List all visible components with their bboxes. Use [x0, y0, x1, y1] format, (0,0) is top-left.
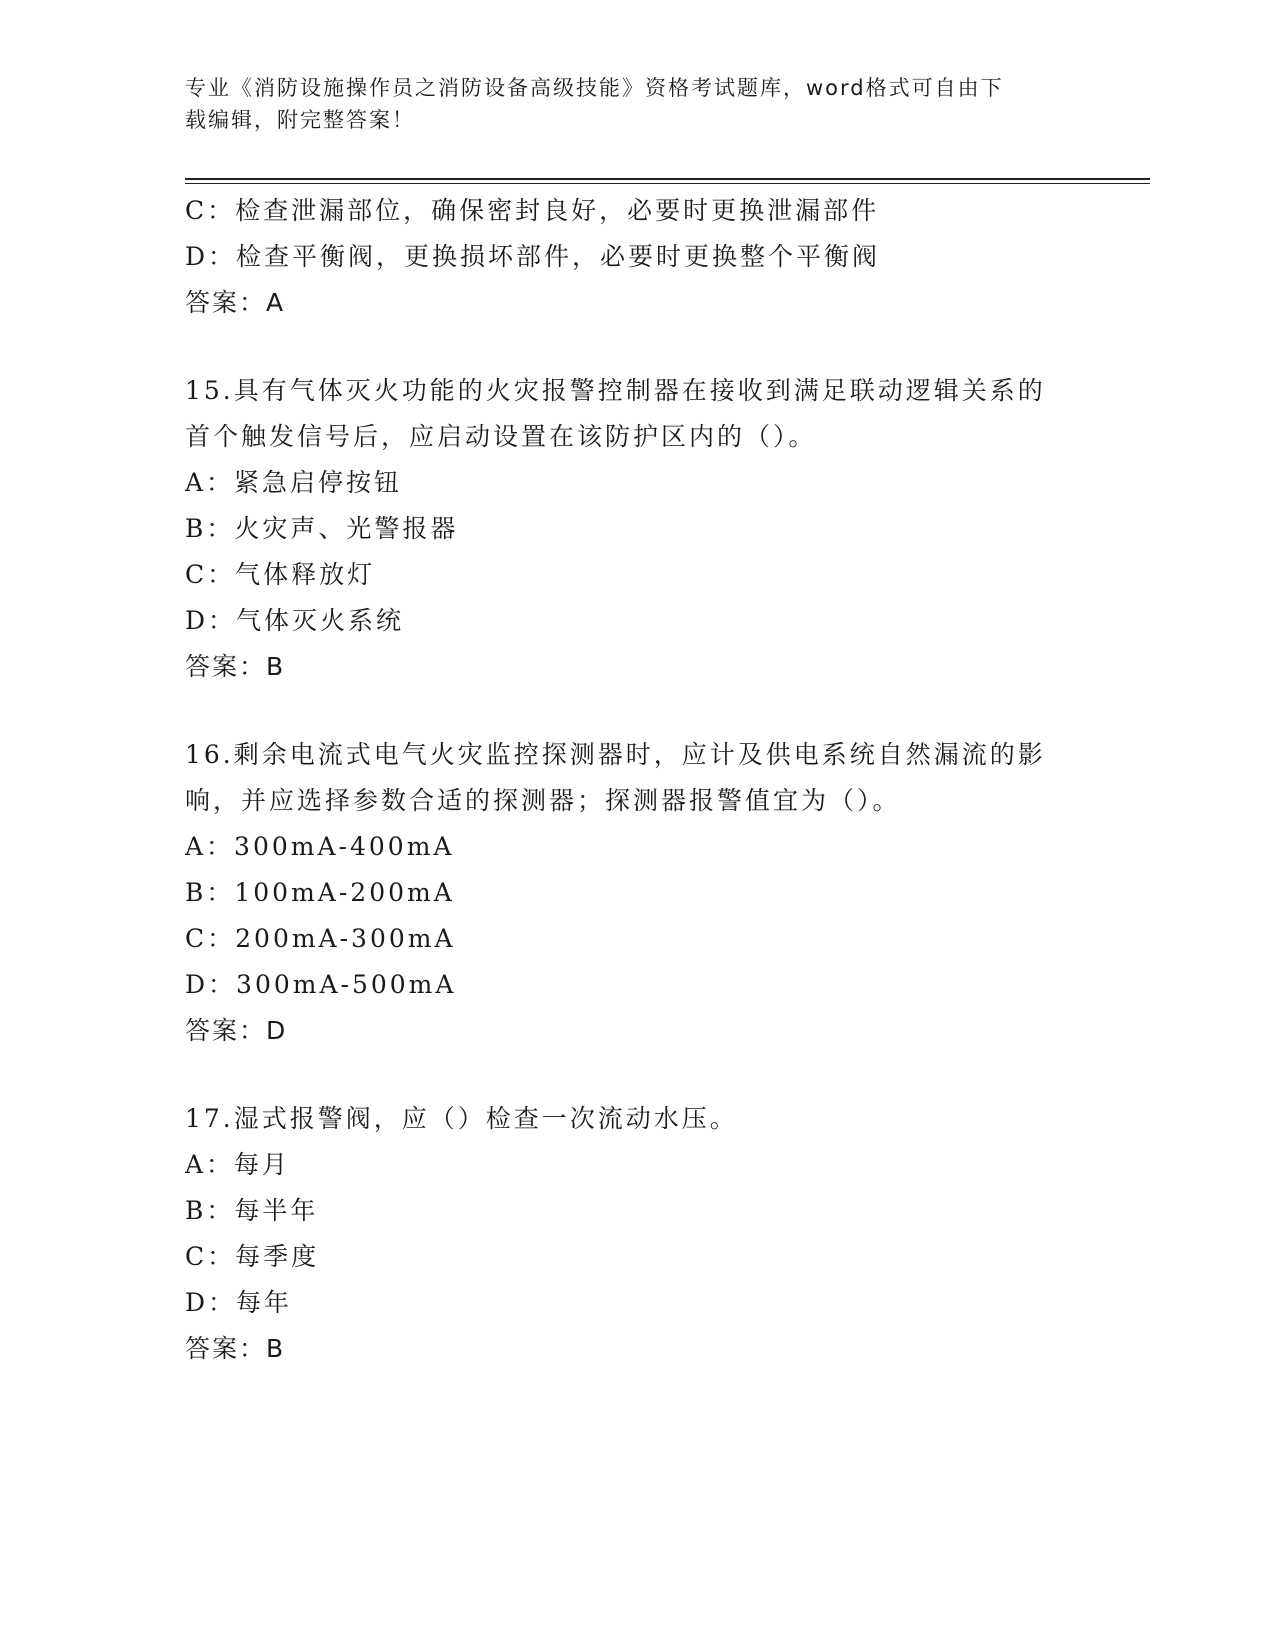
question-list — [185, 188, 1085, 1372]
option-c: C：检查泄漏部位，确保密封良好，必要时更换泄漏部件 — [185, 196, 880, 225]
option-c: C：每季度 — [185, 1242, 320, 1271]
document-header — [185, 72, 1065, 136]
question-stem-line: 响，并应选择参数合适的探测器；探测器报警值宜为（）。 — [185, 786, 901, 815]
option-d: D：300mA-500mA — [185, 970, 457, 999]
option-c: C：气体释放灯 — [185, 560, 376, 589]
answer-line: 答案：B — [185, 1334, 286, 1363]
question-17 — [185, 1096, 1085, 1372]
option-d: D：检查平衡阀，更换损坏部件，必要时更换整个平衡阀 — [185, 242, 881, 271]
answer-line: 答案：B — [185, 652, 286, 681]
option-a: A：300mA-400mA — [185, 832, 455, 861]
question-gap — [185, 326, 1085, 368]
option-c: C：200mA-300mA — [185, 924, 456, 953]
answer-line: 答案：D — [185, 1016, 288, 1045]
header-divider-thin — [185, 183, 1150, 184]
question-16 — [185, 732, 1085, 1054]
question-15 — [185, 368, 1085, 690]
question-gap — [185, 690, 1085, 732]
answer-line: 答案：A — [185, 288, 286, 317]
option-d: D：气体灭火系统 — [185, 606, 405, 635]
question-stem-line: 15.具有气体灭火功能的火灾报警控制器在接收到满足联动逻辑关系的 — [185, 376, 1046, 405]
question-stem-line: 16.剩余电流式电气火灾监控探测器时，应计及供电系统自然漏流的影 — [185, 740, 1046, 769]
option-b: B：每半年 — [185, 1196, 319, 1225]
option-b: B：火灾声、光警报器 — [185, 514, 459, 543]
header-line-2: 载编辑，附完整答案！ — [185, 108, 415, 132]
option-b: B：100mA-200mA — [185, 878, 455, 907]
option-d: D：每年 — [185, 1288, 293, 1317]
previous-question-tail — [185, 188, 1085, 326]
question-stem-line: 首个触发信号后，应启动设置在该防护区内的（）。 — [185, 422, 817, 451]
question-stem-line: 17.湿式报警阀，应（）检查一次流动水压。 — [185, 1104, 738, 1133]
option-a: A：每月 — [185, 1150, 291, 1179]
question-gap — [185, 1054, 1085, 1096]
header-divider-thick — [185, 178, 1150, 180]
header-line-1: 专业《消防设施操作员之消防设备高级技能》资格考试题库，word格式可自由下 — [185, 76, 1004, 100]
option-a: A：紧急启停按钮 — [185, 468, 403, 497]
